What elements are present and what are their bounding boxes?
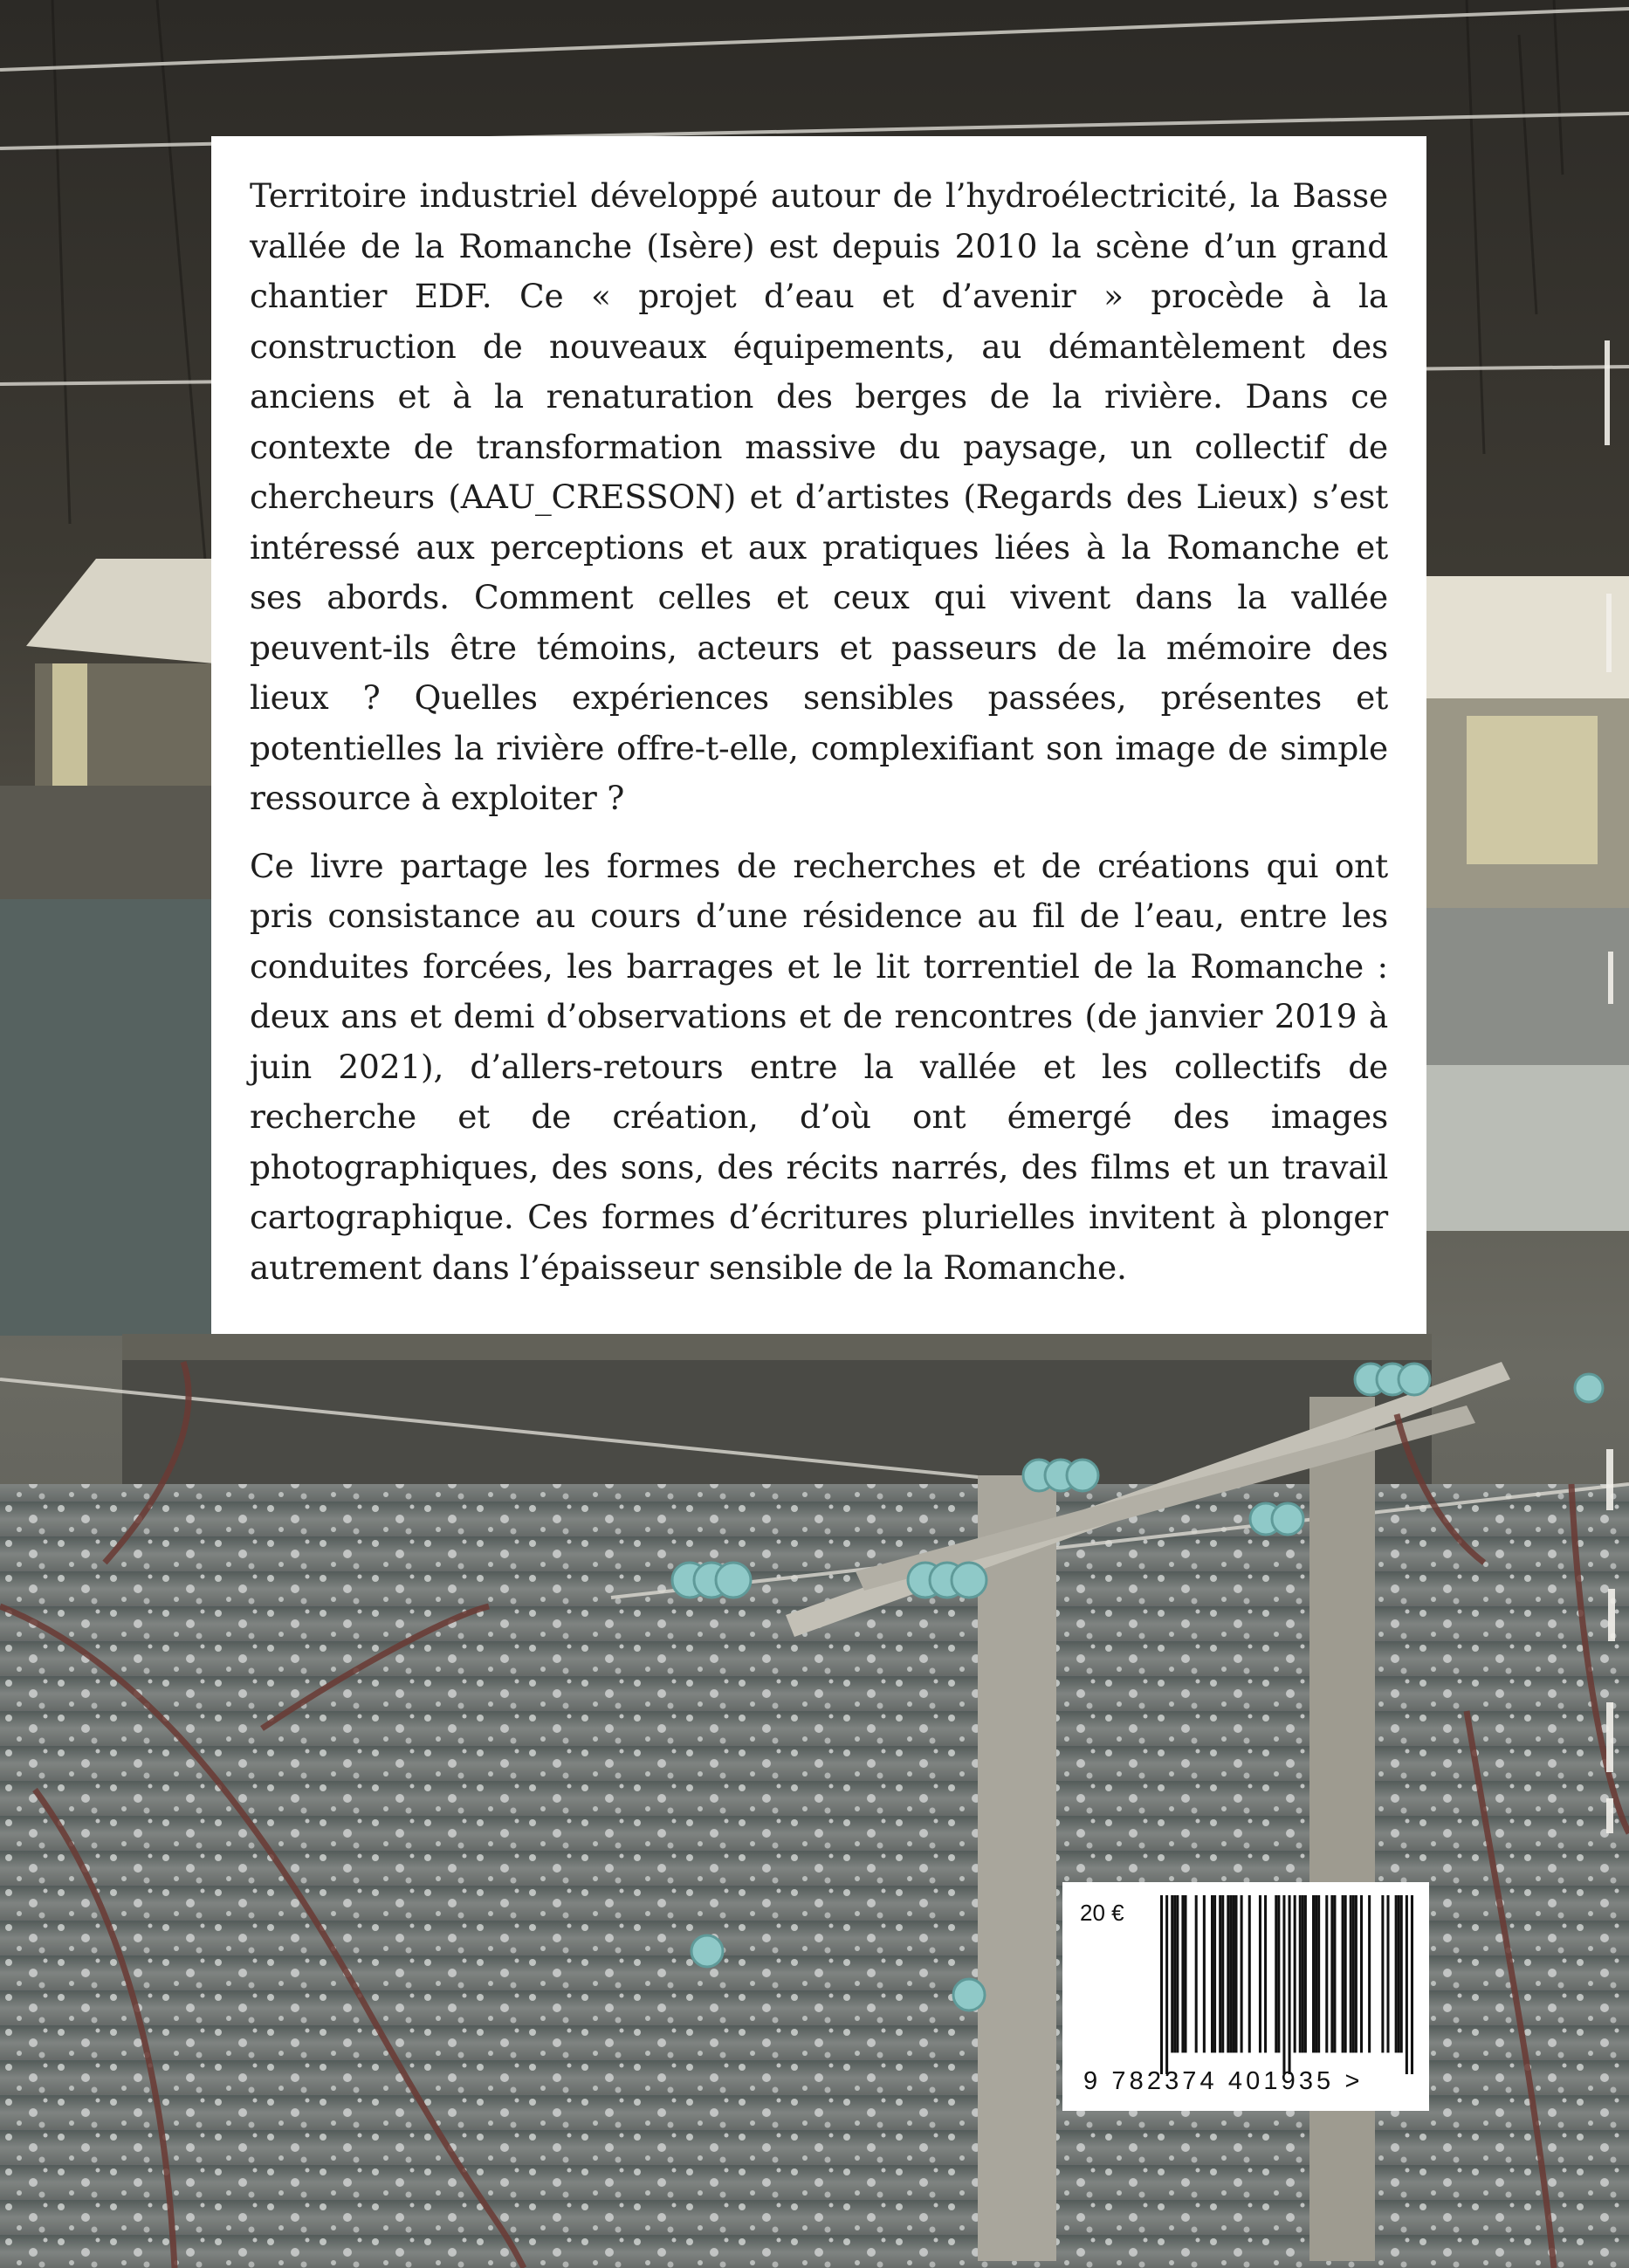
barcode-bar — [1289, 1895, 1291, 2074]
barcode-bar — [1330, 1895, 1333, 2052]
barcode-bar — [1333, 1895, 1336, 2052]
barcode-bar — [1398, 1895, 1400, 2052]
spine-title-strip — [1601, 0, 1629, 2268]
barcode-bar — [1232, 1895, 1234, 2052]
blurb-paragraph-1: Territoire industriel développé autour de l’hydroélectricité, la Basse vallée de la Romanche (Isère) est depuis 2010 la scène d’un grand chantier EDF. Ce « projet d’eau et d’avenir » procède à la construction de nouveaux équipements, au démantèlement des anciens et à la renaturation des berges de la rivière. Dans ce contexte de transformation massive du paysage, un collectif de chercheurs (AAU_CRESSON) et d’artistes (Regards des Lieux) s’est intéressé aux perceptions et aux pratiques liées à la Romanche et ses abords. Comment celles et ceux qui vivent dans la vallée peuvent-ils être témoins, acteurs et passeurs de la mémoire des lieux ? Quelles expériences sensibles passées, présentes et potentielles la rivière offre-t-elle, complexifiant son image de simple ressource à exploiter ? — [250, 176, 1388, 817]
barcode-bar — [1277, 1895, 1280, 2052]
barcode-bar — [1325, 1895, 1328, 2052]
barcode-bar — [1259, 1895, 1261, 2052]
barcode-bar — [1173, 1895, 1176, 2052]
barcode-bar — [1302, 1895, 1304, 2052]
barcode-bar — [1411, 1895, 1413, 2074]
barcode-bar — [1312, 1895, 1315, 2052]
barcode-bar — [1406, 1895, 1408, 2074]
barcode-bar — [1195, 1895, 1198, 2052]
barcode-bar — [1264, 1895, 1267, 2052]
barcode-bar — [1229, 1895, 1232, 2052]
barcode-bar — [1176, 1895, 1179, 2052]
barcode-bar — [1184, 1895, 1186, 2052]
barcode-bar — [1213, 1895, 1216, 2052]
barcode-bar — [1299, 1895, 1302, 2052]
barcode-bar — [1248, 1895, 1251, 2052]
barcode-bar — [1360, 1895, 1363, 2052]
ean-barcode — [1160, 1895, 1413, 2074]
barcode-panel — [1062, 1882, 1429, 2111]
back-cover-text-box — [211, 136, 1426, 1334]
barcode-bar — [1234, 1895, 1237, 2052]
barcode-bar — [1381, 1895, 1384, 2052]
barcode-bar — [1352, 1895, 1355, 2052]
barcode-bar — [1400, 1895, 1403, 2052]
barcode-bar — [1294, 1895, 1296, 2052]
barcode-bar — [1171, 1895, 1173, 2052]
barcode-bar — [1395, 1895, 1398, 2052]
barcode-bar — [1165, 1895, 1168, 2074]
barcode-bar — [1386, 1895, 1389, 2052]
barcode-bar — [1241, 1895, 1243, 2052]
barcode-bar — [1219, 1895, 1221, 2052]
barcode-bar — [1160, 1895, 1163, 2074]
isbn-number: 9 782374 401935 > — [1083, 2067, 1364, 2095]
barcode-bar — [1203, 1895, 1206, 2052]
barcode-bar — [1317, 1895, 1320, 2052]
barcode-bar — [1304, 1895, 1307, 2052]
barcode-bar — [1344, 1895, 1347, 2052]
blurb-paragraph-2: Ce livre partage les formes de recherches et de créations qui ont pris consistance au cours d’une résidence au fil de l’eau, entre les conduites forcées, les barrages et le lit torrentiel de la Romanche : deux ans et demi d’observations et de rencontres (de janvier 2019 à juin 2021), d’allers-retours entre la vallée et les collectifs de recherche et de création, d’où ont émergé des images photographiques, des sons, des récits narrés, des films et un travail cartographique. Ces formes d’écritures plurielles invitent à plonger autrement dans l’épaisseur sensible de la Romanche. — [250, 846, 1388, 1287]
barcode-bar — [1275, 1895, 1277, 2052]
barcode-bar — [1181, 1895, 1184, 2052]
barcode-bar — [1368, 1895, 1371, 2052]
barcode-bar — [1227, 1895, 1229, 2052]
barcode-bar — [1355, 1895, 1358, 2052]
barcode-bar — [1315, 1895, 1317, 2052]
barcode-bar — [1342, 1895, 1344, 2052]
barcode-bar — [1282, 1895, 1285, 2074]
barcode-bar — [1211, 1895, 1213, 2052]
price-label: 20 € — [1080, 1900, 1124, 1926]
barcode-bar — [1221, 1895, 1224, 2052]
barcode-bar — [1350, 1895, 1352, 2052]
